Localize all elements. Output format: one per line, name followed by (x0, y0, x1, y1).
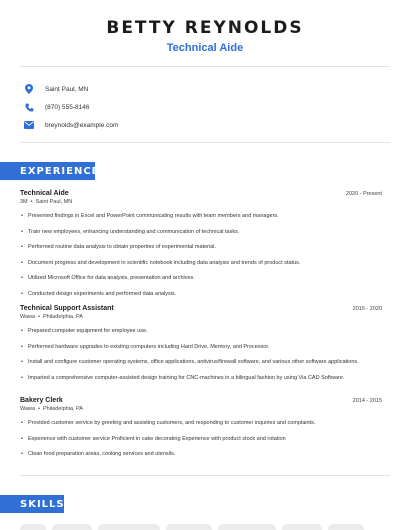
job-title: Bakery Clerk (20, 397, 63, 404)
candidate-title: Technical Aide (166, 42, 244, 54)
separator-dot: • (38, 406, 41, 412)
contact-phone (20, 98, 390, 116)
bullet-item: • Install and configure customer operating systems, office applications, antivirus/firewall software, and various other software applications. (20, 358, 382, 367)
job-entry (20, 305, 382, 382)
location-text: Saint Paul, MN (45, 85, 89, 93)
bullet-item: • Experience with customer service Proficient in cake decorating Experience with product stock and rotation (20, 435, 382, 444)
skill-pill (166, 524, 212, 530)
header-divider (20, 66, 390, 67)
job-employer (20, 199, 382, 205)
bullet-item: • Performed hardware upgrades to existing computers including Hard Drive, Memory, and Processor. (20, 343, 382, 352)
company-name: Wawa (20, 406, 36, 412)
job-title: Technical Aide (20, 190, 69, 197)
bullet-item: • Utilized Microsoft Office for data analysis, presentation and archives. (20, 274, 382, 283)
company-name: Wawa (20, 314, 36, 320)
job-bullets (20, 327, 382, 382)
bullet-item: • Document progress and development in scientific notebook including data analysis and trends of product status. (20, 259, 382, 268)
bullet-item: • Provided customer service by greeting and assisting customers, and responding to customer inquiries and complaints. (20, 419, 382, 428)
experience-divider (20, 475, 390, 476)
company-name: 3M (20, 199, 28, 205)
company-location: Philadelphia, PA (43, 406, 83, 412)
bullet-item: • Prepared computer equipment for employee use. (20, 327, 382, 336)
section-heading-experience: EXPERIENCE (0, 162, 95, 180)
bullet-item: • Performed routine data analysis to obtain properties of experimental material. (20, 243, 382, 252)
job-dates: 2015 - 2020 (352, 306, 382, 312)
resume-header (0, 18, 410, 54)
contact-list (20, 80, 390, 134)
company-location: Saint Paul, MN (35, 199, 73, 205)
email-text: breynolds@example.com (45, 121, 119, 129)
phone-icon (23, 101, 35, 113)
skill-pill (218, 524, 276, 530)
job-employer (20, 406, 382, 412)
job-dates: 2020 - Present (345, 191, 382, 197)
skill-pill (282, 524, 322, 530)
envelope-icon (23, 119, 35, 131)
skill-pill (20, 524, 46, 530)
job-entry (20, 190, 382, 298)
job-bullets (20, 212, 382, 298)
contact-email (20, 116, 390, 134)
skill-pill (328, 524, 364, 530)
section-heading-skills: SKILLS (0, 495, 64, 513)
phone-text: (870) 555-8146 (45, 103, 90, 111)
separator-dot: • (30, 199, 33, 205)
bullet-item: • Train new employees, enhancing understanding and communication of technical tasks. (20, 228, 382, 237)
job-dates: 2014 - 2015 (352, 398, 382, 404)
contact-divider (20, 142, 390, 143)
job-title: Technical Support Assistant (20, 305, 114, 312)
contact-location (20, 80, 390, 98)
skill-pill (52, 524, 92, 530)
bullet-item: • Imparted a comprehensive computer-assisted design training for CNC-machines in a bilingual fashion by using Via CAD Software. (20, 374, 382, 383)
candidate-name: BETTY REYNOLDS (106, 18, 304, 38)
bullet-item: • Presented findings in Excel and PowerPoint communicating results with team members and managers. (20, 212, 382, 221)
location-pin-icon (23, 83, 35, 95)
skills-list (20, 524, 364, 530)
job-employer (20, 314, 382, 320)
separator-dot: • (38, 314, 41, 320)
job-bullets (20, 419, 382, 459)
company-location: Philadelphia, PA (43, 314, 83, 320)
skill-pill (98, 524, 160, 530)
bullet-item: • Clean food preparation areas, cooking services and utensils. (20, 450, 382, 459)
job-entry (20, 397, 382, 459)
bullet-item: • Conducted design experiments and performed data analysis. (20, 290, 382, 299)
